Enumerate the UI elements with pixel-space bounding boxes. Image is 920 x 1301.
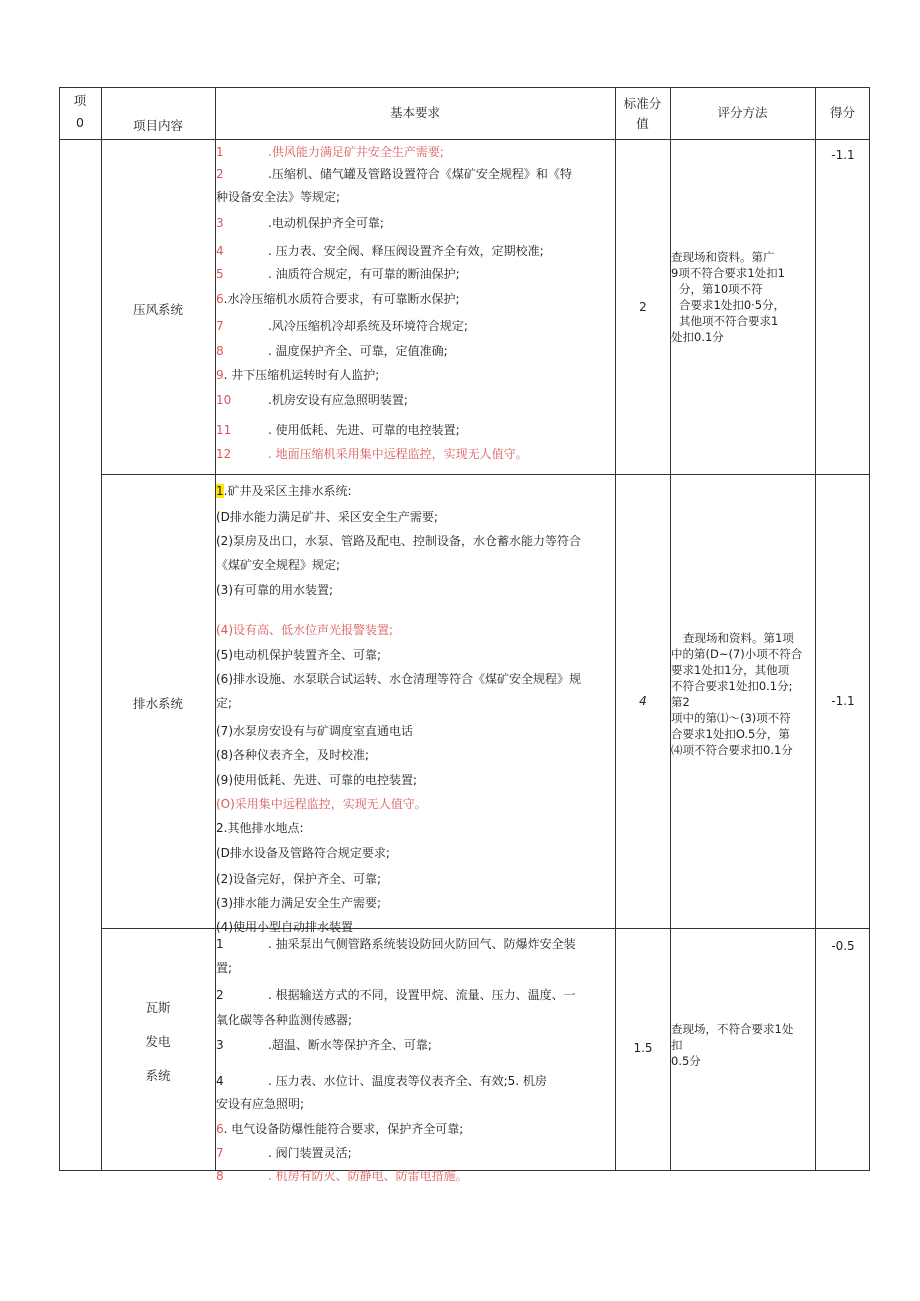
header-requirement: 基本要求 (389, 105, 440, 120)
requirement-line: 7 . 阀门装置灵活; (216, 1146, 352, 1160)
row-method: 查现场和资料。第1项 中的第(D~(7)小项不符合 要求1处扣1分，其他项 不符合要求1处扣0.1分; 第2 项中的第⑴〜(3)项不符 合要求1处扣O.5分，第 ⑷项不符合要求扣0.1分 (671, 631, 803, 757)
requirement-line: 1 .供风能力满足矿井安全生产需要; (216, 145, 444, 159)
requirement-line: 5 . 油质符合规定，有可靠的断油保护; (216, 267, 460, 281)
requirement-line: 1 . 抽采泵出气侧管路系统装设防回火防回气、防爆炸安全装 (216, 937, 576, 951)
row-score: -1.1 (831, 148, 855, 162)
requirement-line: 4 . 压力表、安全阀、释压阀设置齐全有效，定期校准; (216, 244, 544, 258)
requirement-line: 置; (216, 961, 233, 975)
requirement-line: (2)设备完好，保护齐全、可靠; (216, 872, 382, 886)
requirement-line: 种设备安全法》等规定; (216, 190, 341, 204)
header-index: 项 0 (73, 93, 87, 130)
table-border-right (869, 87, 870, 1171)
row-score: -1.1 (831, 694, 855, 708)
requirement-line: 7 .风冷压缩机冷却系统及环境符合规定; (216, 319, 468, 333)
requirement-line: 定; (216, 696, 233, 710)
requirement-line: (D排水设备及管路符合规定要求; (216, 846, 390, 860)
requirement-line: 4 . 压力表、水位计、温度表等仪表齐全、有效;5. 机房 (216, 1074, 547, 1088)
row-standard: 2 (639, 300, 647, 314)
requirement-line: (9)使用低耗、先进、可靠的电控装置; (216, 773, 418, 787)
requirement-line: (D排水能力满足矿井、采区安全生产需要; (216, 510, 438, 524)
row-method: 查现场，不符合要求1处 扣 0.5分 (671, 1022, 794, 1068)
requirement-line: (3)排水能力满足安全生产需要; (216, 896, 382, 910)
requirement-line: (5)电动机保护装置齐全、可靠; (216, 648, 382, 662)
requirement-line: 《煤矿安全规程》规定; (216, 558, 341, 572)
row-item-gas-power: 瓦斯 发电 系统 (145, 1000, 171, 1083)
requirement-line: 3 .电动机保护齐全可靠; (216, 216, 384, 230)
requirement-line: (3)有可靠的用水装置; (216, 583, 334, 597)
requirement-line: 2.其他排水地点: (216, 821, 304, 835)
row-standard: 4 (639, 694, 647, 708)
requirement-line: (4)使用小型自动排水装置 (216, 920, 353, 934)
requirement-line: 1.矿井及采区主排水系统: (216, 484, 352, 498)
requirement-line: 6.水冷压缩机水质符合要求，有可靠断水保护; (216, 292, 460, 306)
col-divider (815, 87, 816, 1171)
row-method: 查现场和资料。第广 9项不符合要求1处扣1 分，第10项不符 合要求1处扣0·5分， 其他项不符合要求1 处扣0.1分 (671, 250, 786, 344)
requirement-line: 6. 电气设备防爆性能符合要求，保护齐全可靠; (216, 1122, 464, 1136)
row-item-compressed-air: 压风系统 (132, 302, 183, 317)
evaluation-table (59, 87, 870, 1183)
requirement-line: 12 . 地面压缩机采用集中远程监控，实现无人值守。 (216, 447, 528, 461)
row-standard: 1.5 (633, 1041, 653, 1055)
requirement-line: 2 .压缩机、储气罐及管路设置符合《煤矿安全规程》和《特 (216, 167, 572, 181)
header-standard: 标准分 值 (623, 96, 662, 131)
requirement-line: 氧化碳等各种监测传感器; (216, 1013, 353, 1027)
requirement-line: (O)采用集中远程监控，实现无人值守。 (216, 797, 427, 811)
requirement-line: (7)水泵房安设有与矿调度室直通电话 (216, 724, 413, 738)
header-score: 得分 (829, 105, 855, 120)
requirement-line: 8 . 机房有防火、防静电、防雷电措施。 (216, 1169, 468, 1183)
table-border-top (59, 87, 870, 88)
requirement-line: (4)设有高、低水位声光报警装置; (216, 623, 394, 637)
requirement-line: 2 . 根据输送方式的不同，设置甲烷、流量、压力、温度、一 (216, 988, 576, 1002)
requirement-line: 11 . 使用低耗、先进、可靠的电控装置; (216, 423, 460, 437)
requirement-line: 3 .超温、断水等保护齐全、可靠; (216, 1038, 432, 1052)
requirement-line: 8 . 温度保护齐全、可靠，定值准确; (216, 344, 448, 358)
gas-power-requirements (216, 929, 616, 1183)
header-method: 评分方法 (717, 105, 768, 120)
requirement-line: (2)泵房及出口，水泵、管路及配电、控制设备，水仓蓄水能力等符合 (216, 534, 582, 548)
header-divider (59, 139, 870, 140)
requirement-line: 10 .机房安设有应急照明装置; (216, 393, 408, 407)
requirement-line: 9. 井下压缩机运转时有人监护; (216, 368, 380, 382)
requirement-line: (8)各种仪表齐全，及时校准; (216, 748, 370, 762)
table-border-left (59, 87, 60, 1171)
requirement-line: 安设有应急照明; (216, 1097, 305, 1111)
drainage-requirements (216, 475, 616, 934)
row-item-drainage: 排水系统 (132, 696, 183, 711)
row-score: -0.5 (831, 939, 855, 953)
requirement-line: (6)排水设施、水泵联合试运转、水仓清理等符合《煤矿安全规程》规 (216, 672, 582, 686)
header-item: 项目内容 (132, 118, 183, 133)
